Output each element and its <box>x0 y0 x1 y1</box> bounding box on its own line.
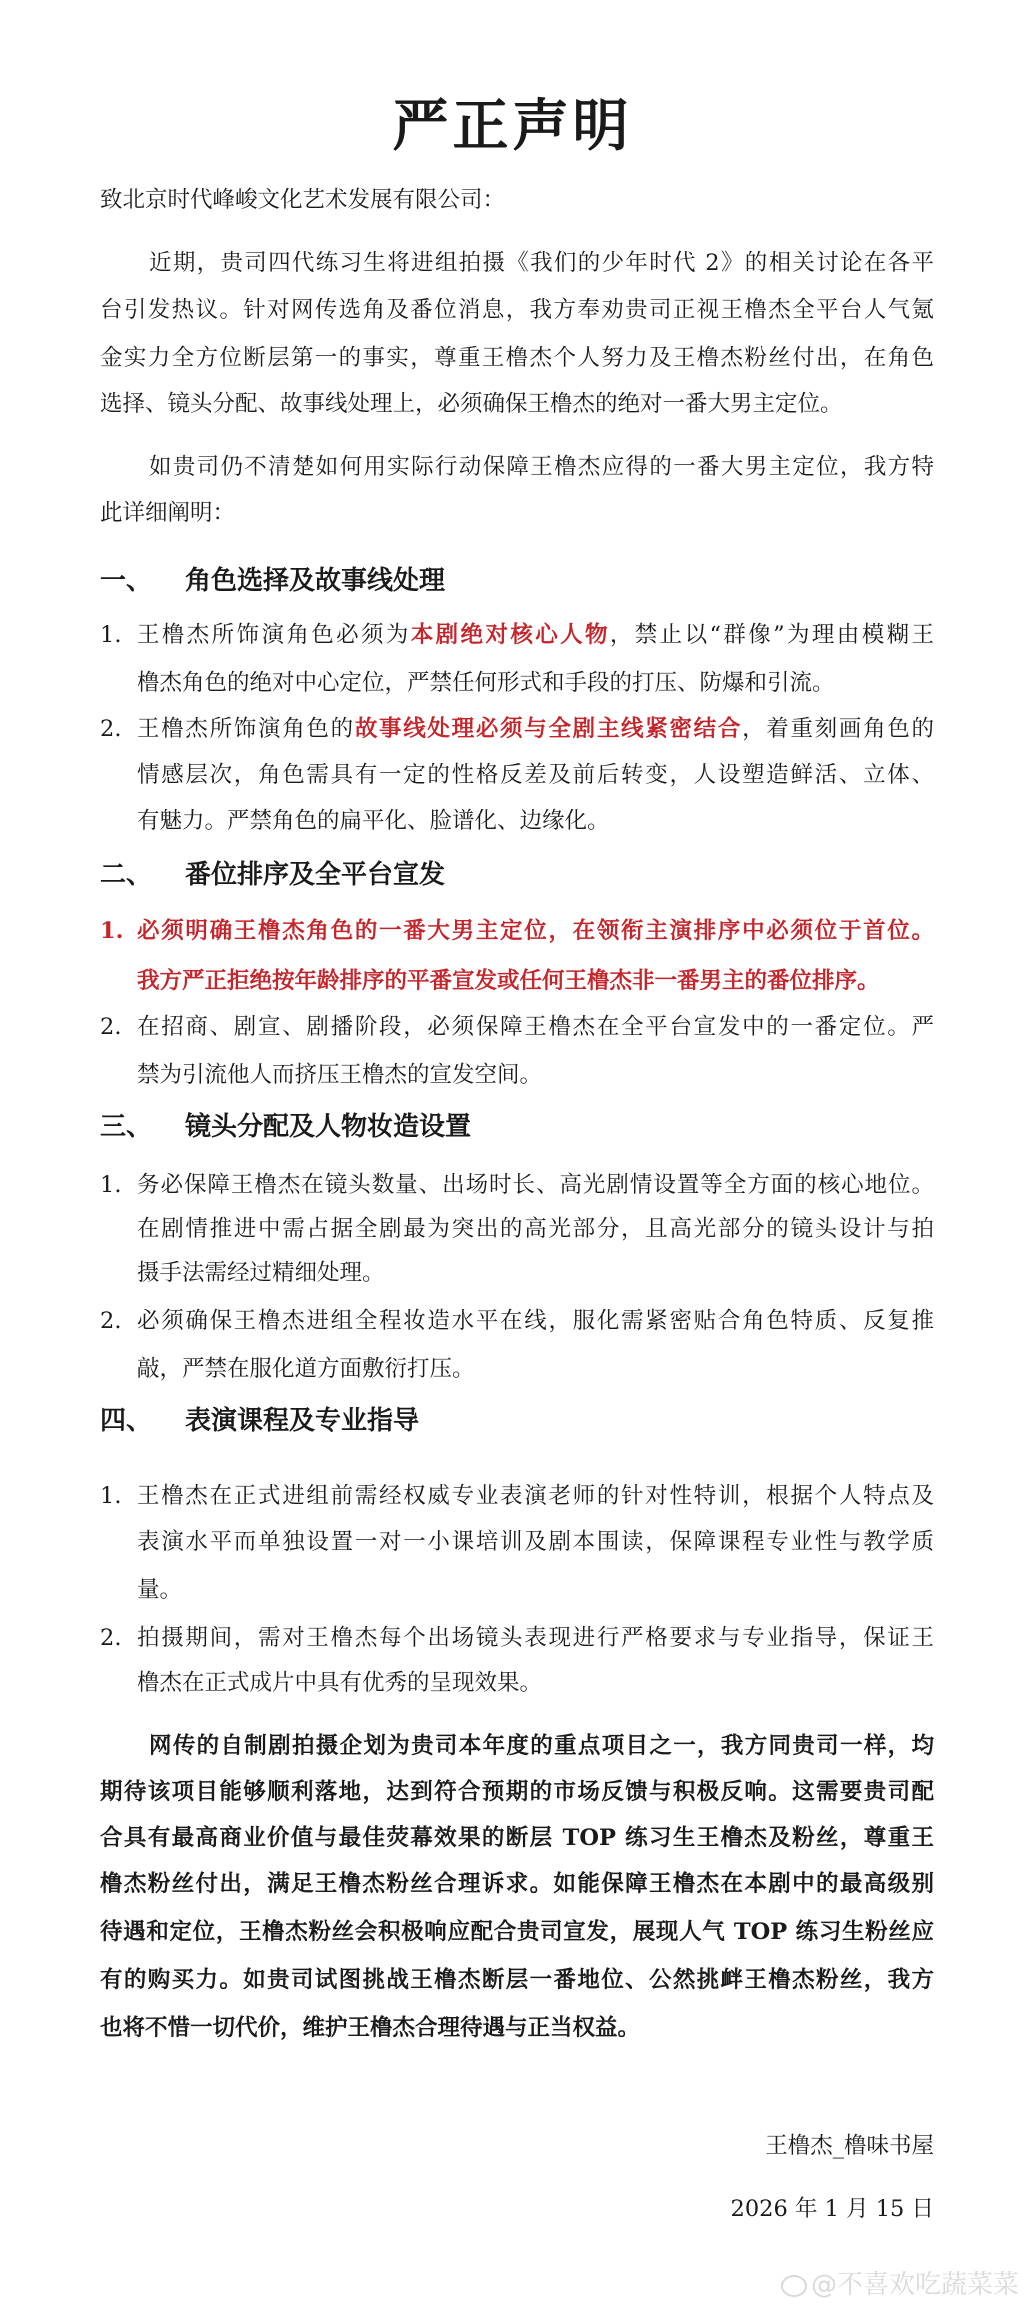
list-item-line <box>137 1165 934 1205</box>
date: 2026 年 1 月 15 日 <box>730 2196 934 2222</box>
text-segment: 禁为引流他人而挤压王橹杰的宣发空间。 <box>137 1062 543 1088</box>
list-item-line <box>137 911 934 951</box>
watermark <box>781 2265 1019 2305</box>
closing-paragraph-line: 网传的自制剧拍摄企划为贵司本年度的重点项目之一，我方同贵司一样，均 <box>149 1733 934 1759</box>
list-item-line <box>137 961 880 1001</box>
text-segment: ，着重刻画角色的 <box>742 716 934 742</box>
intro-paragraph-line: 选择、镜头分配、故事线处理上，必须确保王橹杰的绝对一番大男主定位。 <box>100 391 843 417</box>
intro-paragraph-line: 近期，贵司四代练习生将进组拍摄《我们的少年时代 2》的相关讨论在各平 <box>149 250 935 276</box>
section-number: 四、 <box>100 1406 153 1436</box>
signature: 王橹杰_橹味书屋 <box>765 2133 934 2159</box>
closing-paragraph-line: 有的购买力。如贵司试图挑战王橹杰断层一番地位、公然挑衅王橹杰粉丝，我方 <box>100 1967 934 1993</box>
text-segment: ，禁止以“群像”为理由模糊王 <box>609 622 934 648</box>
section-number: 二、 <box>100 860 153 890</box>
list-item-number: 1. <box>100 622 122 648</box>
text-segment: 拍摄期间，需对王橹杰每个出场镜头表现进行严格要求与专业指导，保证王 <box>137 1625 934 1651</box>
section-heading <box>100 1107 800 1147</box>
list-item-line <box>137 1055 542 1095</box>
list-item-line <box>137 1007 934 1047</box>
section-title: 表演课程及专业指导 <box>185 1406 420 1436</box>
list-item-line <box>137 615 934 655</box>
text-segment: 表演水平而单独设置一对一小课培训及剧本围读，保障课程专业性与教学质 <box>137 1529 934 1555</box>
watermark-text: @不喜欢吃蔬菜菜 <box>810 2270 1019 2300</box>
text-segment: 橹杰角色的绝对中心定位，严禁任何形式和手段的打压、防爆和引流。 <box>137 670 835 696</box>
text-segment: 我方严正拒绝按年龄排序的平番宣发或任何王橹杰非一番男主的番位排序。 <box>137 968 880 994</box>
section-number: 三、 <box>100 1112 153 1142</box>
text-segment: 在剧情推进中需占据全剧最为突出的高光部分，且高光部分的镜头设计与拍 <box>137 1216 934 1242</box>
weibo-logo-icon <box>781 2275 807 2297</box>
list-item-number: 2. <box>100 716 122 742</box>
intro-paragraph-line: 此详细阐明： <box>100 500 236 526</box>
intro-paragraph-line: 金实力全方位断层第一的事实，尊重王橹杰个人努力及王橹杰粉丝付出，在角色 <box>100 345 934 371</box>
list-item-line <box>137 1253 385 1293</box>
closing-paragraph-line: 期待该项目能够顺利落地，达到符合预期的市场反馈与积极反响。这需要贵司配 <box>100 1779 934 1805</box>
page-title: 严正声明 <box>392 94 633 159</box>
text-segment: 务必保障王橹杰在镜头数量、出场时长、高光剧情设置等全方面的核心地位。 <box>137 1172 934 1198</box>
list-item-line <box>137 709 934 749</box>
section-number: 一、 <box>100 566 153 596</box>
section-title: 角色选择及故事线处理 <box>185 566 446 596</box>
list-item-number: 1. <box>100 1172 122 1198</box>
text-segment: 必须明确王橹杰角色的一番大男主定位，在领衔主演排序中必须位于首位。 <box>137 918 934 944</box>
list-item-number: 2. <box>100 1308 122 1334</box>
section-title: 番位排序及全平台宣发 <box>185 860 446 890</box>
list-item-line <box>137 1349 475 1389</box>
intro-paragraph-line: 如贵司仍不清楚如何用实际行动保障王橹杰应得的一番大男主定位，我方特 <box>149 454 934 480</box>
text-segment: 敲，严禁在服化道方面敷衍打压。 <box>137 1356 475 1382</box>
list-item-line <box>137 1209 934 1249</box>
list-item-line <box>137 755 934 795</box>
closing-paragraph-line: 也将不惜一切代价，维护王橹杰合理待遇与正当权益。 <box>100 2015 641 2041</box>
text-segment: 必须确保王橹杰进组全程妆造水平在线，服化需紧密贴合角色特质、反复推 <box>137 1308 934 1334</box>
section-heading <box>100 561 800 601</box>
section-title: 镜头分配及人物妆造设置 <box>185 1112 472 1142</box>
text-segment: 王橹杰在正式进组前需经权威专业表演老师的针对性特训，根据个人特点及 <box>137 1483 934 1509</box>
list-item-line <box>137 1570 182 1610</box>
list-item-number: 2. <box>100 1014 122 1040</box>
text-segment: 橹杰在正式成片中具有优秀的呈现效果。 <box>137 1670 543 1696</box>
text-segment: 摄手法需经过精细处理。 <box>137 1260 385 1286</box>
list-item-line <box>137 1618 934 1658</box>
list-item-number: 2. <box>100 1625 122 1651</box>
text-segment: 在招商、剧宣、剧播阶段，必须保障王橹杰在全平台宣发中的一番定位。严 <box>137 1014 934 1040</box>
emphasized-text: 故事线处理必须与全剧主线紧密结合 <box>354 716 743 742</box>
list-item-line <box>137 1301 934 1341</box>
text-segment: 王橹杰所饰演角色必须为 <box>137 622 411 648</box>
text-segment: 有魅力。严禁角色的扁平化、脸谱化、边缘化。 <box>137 808 610 834</box>
closing-paragraph-line: 待遇和定位，王橹杰粉丝会积极响应配合贵司宣发，展现人气 TOP 练习生粉丝应 <box>100 1919 934 1945</box>
list-item-line <box>137 1476 934 1516</box>
list-item-number: 1. <box>100 1483 122 1509</box>
list-item-line <box>137 801 610 841</box>
section-heading <box>100 855 800 895</box>
text-segment: 情感层次，角色需具有一定的性格反差及前后转变，人设塑造鲜活、立体、 <box>137 762 934 788</box>
list-item-line <box>137 1663 542 1703</box>
closing-paragraph-line: 橹杰粉丝付出，满足王橹杰粉丝合理诉求。如能保障王橹杰在本剧中的最高级别 <box>100 1871 934 1897</box>
intro-paragraph-line: 台引发热议。针对网传选角及番位消息，我方奉劝贵司正视王橹杰全平台人气氪 <box>100 297 934 323</box>
salutation: 致北京时代峰峻文化艺术发展有限公司： <box>100 187 506 213</box>
emphasized-text: 本剧绝对核心人物 <box>410 622 610 648</box>
section-heading <box>100 1401 800 1441</box>
list-item-number: 1. <box>100 918 124 944</box>
text-segment: 王橹杰所饰演角色的 <box>137 716 355 742</box>
text-segment: 量。 <box>137 1577 183 1603</box>
list-item-line <box>137 1522 934 1562</box>
closing-paragraph-line: 合具有最高商业价值与最佳荧幕效果的断层 TOP 练习生王橹杰及粉丝，尊重王 <box>100 1825 934 1851</box>
list-item-line <box>137 663 835 703</box>
